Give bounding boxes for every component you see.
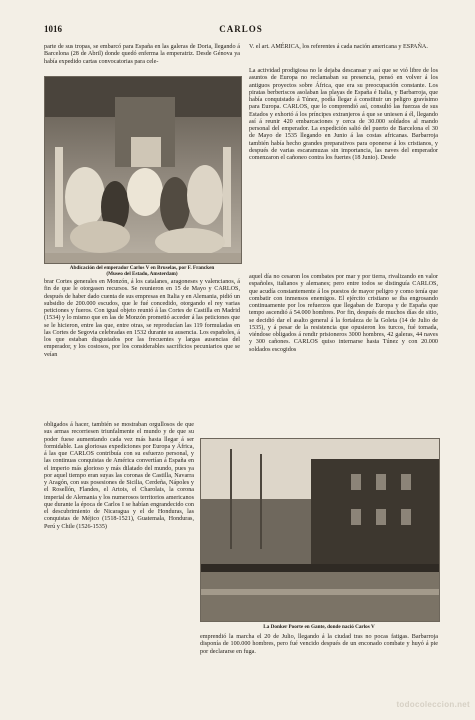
page-number: 1016: [44, 24, 62, 34]
text-right-col-1: La actividad prodigiosa no le dejaba descansar y así que se vió libre de los asuntos de Europa no reclamaban su presencia, pensó en volver á los antiguos proyectos sobre África, que era su preocupación constante. Los piratas berberiscos asolaban las playas de España é Italia, y Barbarroja, que había conquistado á Túnez, podía llegar á constituir un peligro gravísimo para Europa. CARLOS, que lo comprendió así, consultó las fuerzas de sus Estados y exhortó á los príncipes extranjeros á que se uniesen á él, llegando así á reunir 420 embarcaciones y cerca de 30.000 soldados al mando personal del emperador. La expedición salió del puerto de Barcelona el 30 de Mayo de 1535 llegando en Junio á las costas africanas. Barbarroja también había hecho grandes preparativos para oponerse á los cristianos, y después de varias escaramuzas sin importancia, las naves del emperador comenzaron el cañoneo contra los fuertes (18 Junio). Desde: [249, 68, 438, 161]
abdication-caption-line1: Abdicación del emperador Carlos V en Bruselas, por F. Francken: [69, 265, 215, 271]
running-title: CARLOS: [219, 24, 263, 34]
abdication-painting-image: [45, 77, 241, 263]
text-left-col-mid: brar Cortes generales en Monzón, á los catalanes, aragoneses y valencianos, á fin de que le otorgasen recursos. Se reunieron en 15 de Mayo y CARLOS, después de haber dado cuenta de sus empresas en Italia y en Alemania, pidió un subsidio de 200.000 escudos, que le fué concedido, otorgando el rey varias peticiones y fueros. Con igual objeto reunió á las Cortes de Castilla en Madrid (1534) y lo mismo que en las de Monzón prometió acceder á las peticiones que se le hicieron, entre las que, entre otras, se reproducían las 119 formuladas en las Cortes de Segovia celebradas en 1532 durante su ausencia. Los españoles, á los que estaban disgustados por las frecuentes y largas ausencias del emperador, y los costosos, por los considerables sacrificios pecuniarios que se veían: [44, 279, 240, 358]
text-left-col-low: obligados á hacer, también se mostraban orgullosos de que sus armas recorriesen triunfalmente el mundo y de que su poder fuese aumentando cada vez más hasta llegar á ser formidable. Las gloriosas expediciones por Europa y África, á las que CARLOS contribuía con su esfuerzo personal, y las continuas conquistas de América convertían á España en el imperio más glorioso y más dilatado del mundo, pues ya por aquel tiempo eran suyas las coronas de Castilla, Navarra y Aragón, con sus posesiones de Sicilia, Cerdeña, Nápoles y el Rosellón, Flandes, el Artois, el Charolais, la corona imperial de Alemania y los numerosos territorios americanos que durante la época de Carlos I se habían engrandecido con el descubrimiento de Nicaragua y el de Honduras, las conquistas de Méjico (1518-1521), Guatemala, Honduras, Perú y Chile (1526-1535): [44, 422, 194, 530]
text-top-left: parte de sus tropas, se embarcó para España en las galeras de Doria, llegando á Barcelona (28 de Abril) donde quedó enferma la emperatriz. Desde Génova ya había expedido cartas convocatorias para cele-: [44, 44, 240, 65]
abdication-caption: [44, 265, 240, 277]
donker-poorte-caption: La Donker Poorte en Gante, donde nació Carlos V: [263, 624, 375, 630]
page: [44, 24, 438, 655]
abdication-painting: [44, 76, 242, 264]
watermark: todocoleccion.net: [396, 700, 470, 709]
text-right-col-2: aquel día no cesaron los combates por mar y por tierra, rivalizando en valor españoles, italianos y alemanes; pero entre todos se distinguía CARLOS, que acudía constantemente á los puestos de mayor peligro y como tenía que combatir con inmensos enemigos. El ejército cristiano se iba engrosando continuamente por los refuerzos que llegaban de Europa y de España que tempo ascendió á 54.000 hombres. Por fin, después de muchos días de sitio, se decidió dar el asalto general á la fortaleza de la Goleta (14 de Julio de 1535), y á pesar de la resistencia que opusieron los turcos, fué tomada, viéndose obligados á rendir prisioneros 3000 hombres, 42 galeras, 44 naves y 300 cañones. CARLOS quiso internarse hasta Túnez y con 20.000 soldados escogidos: [249, 274, 438, 353]
text-right-col-3: emprendió la marcha el 20 de Julio, llegando á la ciudad tras no pocas fatigas. Barbarroja disponía de 100.000 hombres, pero fué vencido después de un enconado combate y huyó á pie por declararse en fuga.: [200, 634, 438, 655]
page-header: [44, 24, 438, 38]
text-top-right: V. el art. AMÉRICA, los referentes á cada nación americana y ESPAÑA.: [249, 44, 428, 50]
abdication-caption-line2: (Museo del Estado, Amsterdam): [106, 271, 178, 278]
donker-poorte-photo: [200, 438, 440, 622]
donker-poorte-image: [201, 439, 439, 621]
